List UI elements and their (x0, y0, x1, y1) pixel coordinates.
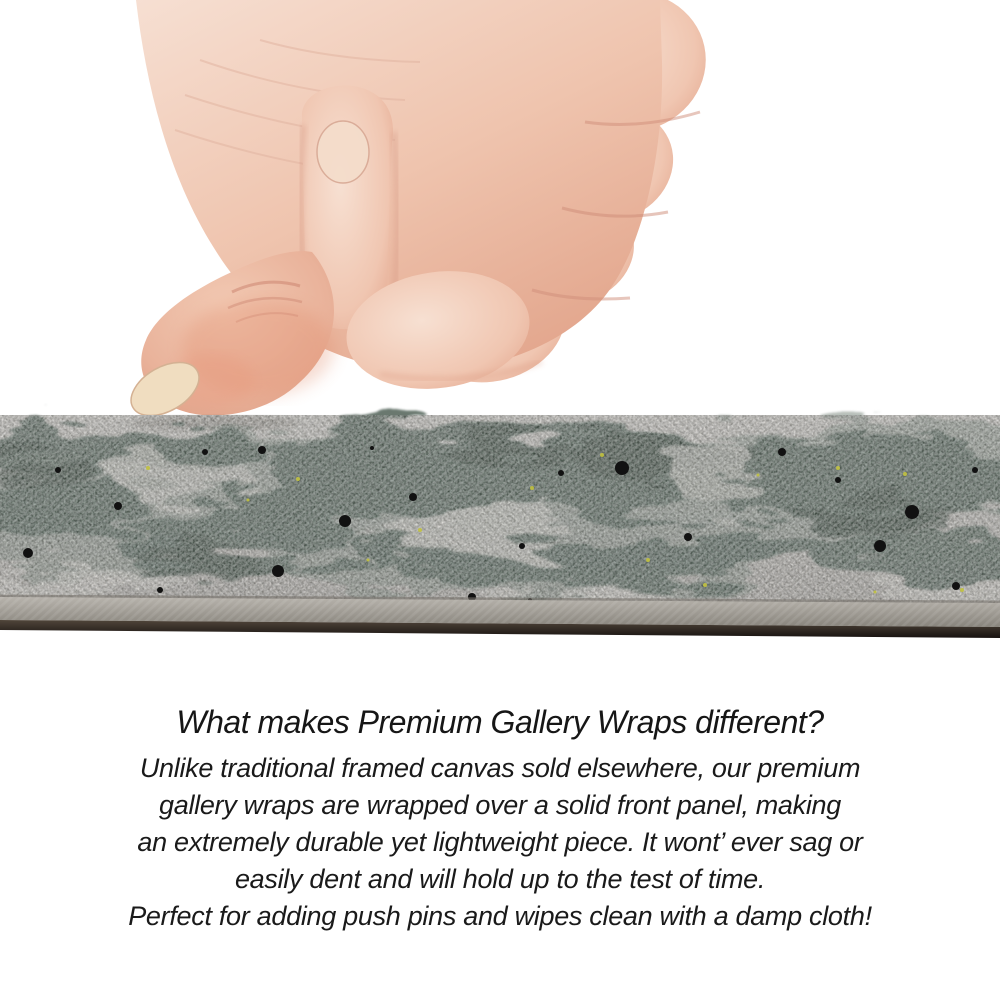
index-fingernail (317, 121, 369, 183)
hand-pressing-thumb (122, 0, 719, 427)
body-line-5: Perfect for adding push pins and wipes clean with a damp cloth! (128, 901, 872, 931)
body-line-4: easily dent and will hold up to the test of time. (234, 864, 766, 894)
body-line-2: gallery wraps are wrapped over a solid front panel, making (159, 790, 841, 820)
body-line-3: an extremely durable yet lightweight piece. It wont’ ever sag or (137, 827, 863, 857)
gallery-wrap-canvas-edge (0, 415, 1000, 638)
thumb (122, 251, 334, 426)
heading: What makes Premium Gallery Wraps different? (176, 704, 824, 740)
body-line-1: Unlike traditional framed canvas sold elsewhere, our premium (139, 753, 861, 783)
description-block (0, 702, 1000, 935)
